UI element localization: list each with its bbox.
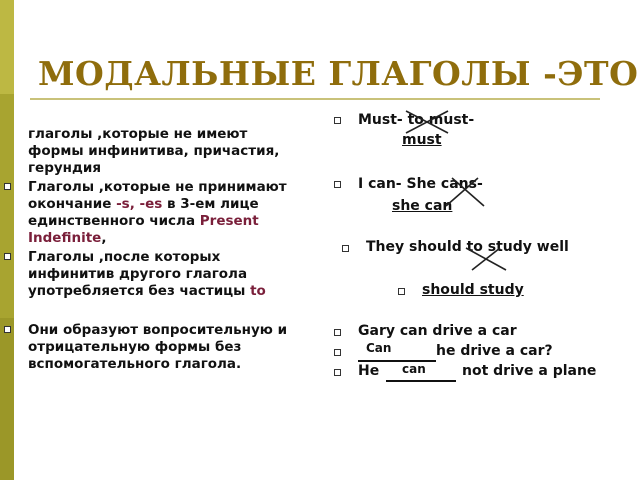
- bullet-icon: [4, 326, 11, 333]
- bullet-icon: [342, 245, 349, 252]
- can-line: I can- She cans-: [358, 176, 483, 192]
- question-line: he drive a car?: [436, 343, 553, 359]
- title-divider: [30, 98, 600, 100]
- left-item-2: Глаголы ,которые не принимают окончание -s, -es в 3-ем лице единственного числа Present Indefinite,: [4, 179, 304, 247]
- he-pre: He: [358, 363, 380, 379]
- left-item-1: глаголы ,которые не имеют формы инфинитива, причастия, герундия: [28, 125, 280, 176]
- bullet-icon: [334, 329, 341, 336]
- bullet-icon: [4, 183, 11, 190]
- must-correct: must: [402, 132, 442, 148]
- sidebar-band-top: [0, 0, 14, 94]
- blank-1-answer: Can: [366, 341, 392, 355]
- blank-2-answer: can: [402, 362, 426, 376]
- can-correct: she can: [392, 198, 453, 214]
- slide-title: МОДАЛЬНЫЕ ГЛАГОЛЫ -ЭТО: [38, 54, 639, 93]
- should-line: They should to study well: [366, 239, 569, 255]
- gary-line: Gary can drive a car: [358, 323, 517, 339]
- left-item-4: Они образуют вопросительную и отрицательную формы без вспомогательного глагола.: [4, 322, 304, 373]
- he-post: not drive a plane: [462, 363, 597, 379]
- blank-2: [386, 363, 456, 382]
- left-item-3: Глаголы ,после которых инфинитив другого глагола употребляется без частицы to: [4, 249, 304, 300]
- bullet-icon: [334, 369, 341, 376]
- bullet-icon: [334, 181, 341, 188]
- should-correct: should study: [422, 282, 524, 298]
- bullet-icon: [334, 349, 341, 356]
- bullet-icon: [334, 117, 341, 124]
- bullet-icon: [4, 253, 11, 260]
- left-column: [4, 112, 304, 373]
- must-line: Must- to must-: [358, 112, 475, 128]
- blank-1: [358, 343, 436, 362]
- bullet-icon: [398, 288, 405, 295]
